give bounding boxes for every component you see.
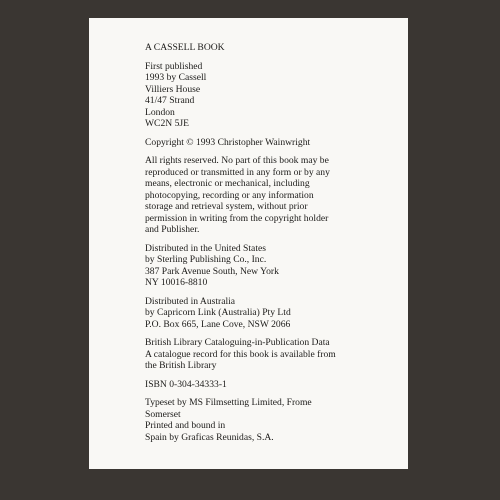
first-published-line: London (145, 106, 175, 118)
first-published-line: First published (145, 60, 203, 72)
first-published-line: Villiers House (145, 83, 201, 95)
au-distribution-line: P.O. Box 665, Lane Cove, NSW 2066 (145, 318, 291, 330)
rights-line: means, electronic or mechanical, including (145, 178, 310, 189)
rights-line: storage and retrieval system, without prior (145, 201, 308, 212)
copyright-page-text (145, 42, 407, 443)
rights-line: All rights reserved. No part of this book may be (145, 155, 329, 166)
au-distribution-line: Distributed in Australia (145, 295, 236, 307)
cip-line: A catalogue record for this book is available from (145, 348, 336, 360)
rights-line: permission in writing from the copyright holder (145, 212, 329, 224)
us-distribution-line: by Sterling Publishing Co., Inc. (145, 254, 267, 265)
first-published-line: WC2N 5JE (145, 118, 189, 129)
cip-line: the British Library (145, 360, 217, 371)
first-published-line: 1993 by Cassell (145, 72, 207, 83)
production-line: Typeset by MS Filmsetting Limited, Frome (145, 397, 312, 408)
isbn: ISBN 0-304-34333-1 (145, 378, 227, 390)
copyright-line: Copyright © 1993 Christopher Wainwright (145, 136, 311, 148)
us-distribution-line: 387 Park Avenue South, New York (145, 265, 279, 277)
first-published-line: 41/47 Strand (145, 95, 195, 106)
cip-line: British Library Cataloguing-in-Publication Data (145, 337, 330, 348)
us-distribution-line: NY 10016-8810 (145, 277, 208, 288)
rights-line: photocopying, recording or any information (145, 189, 314, 201)
book-page (89, 18, 408, 469)
production-line: Spain by Graficas Reunidas, S.A. (145, 431, 274, 443)
rights-line: and Publisher. (145, 224, 200, 235)
production-line: Somerset (145, 408, 181, 420)
publisher-heading: A CASSELL BOOK (145, 42, 225, 53)
us-distribution-line: Distributed in the United States (145, 242, 266, 254)
rights-line: reproduced or transmitted in any form or by any (145, 166, 330, 178)
au-distribution-line: by Capricorn Link (Australia) Pty Ltd (145, 307, 291, 318)
production-line: Printed and bound in (145, 420, 226, 431)
